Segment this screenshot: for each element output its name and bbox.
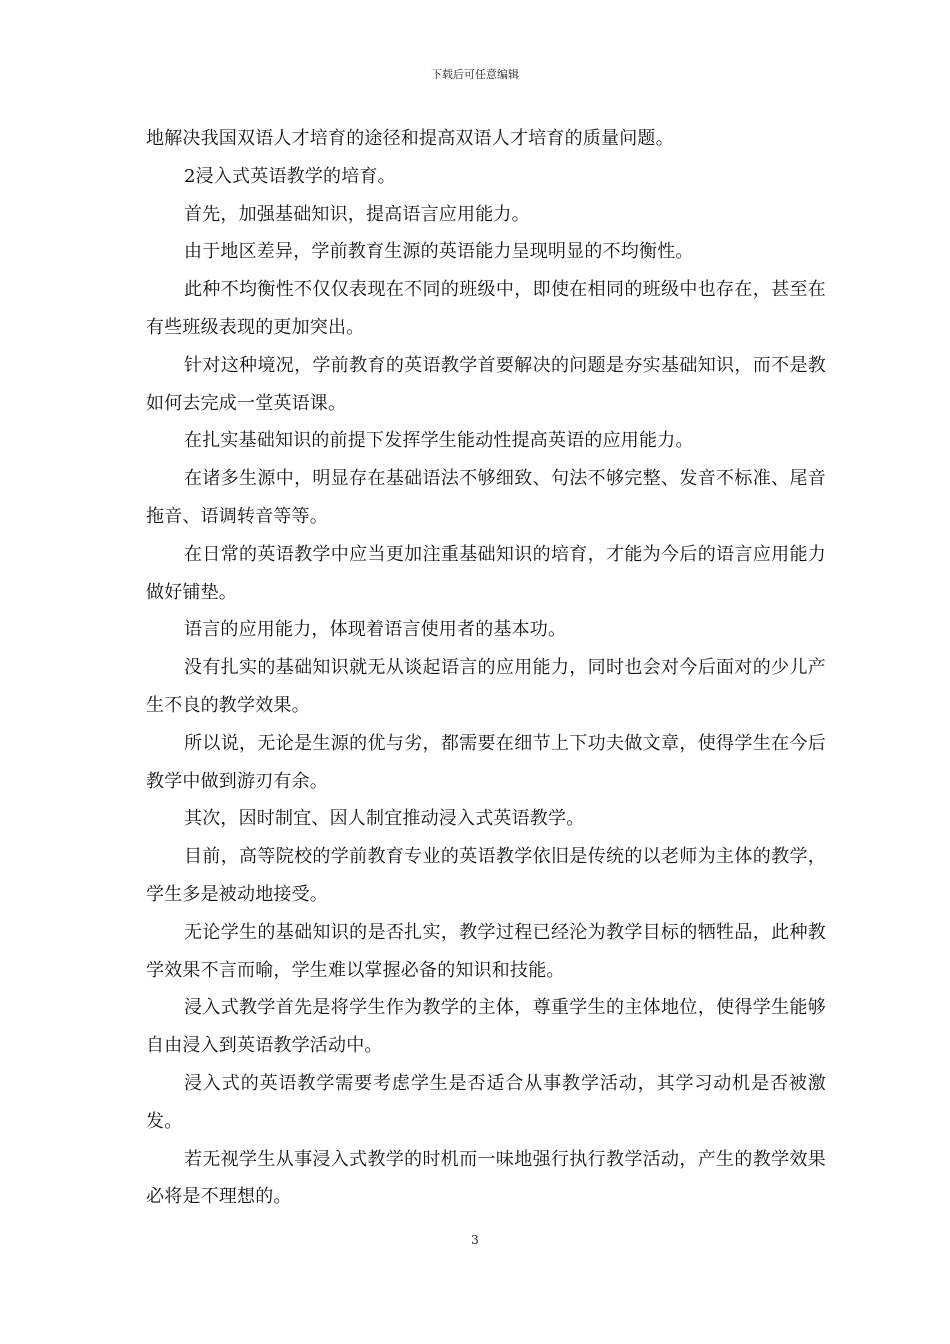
paragraph: 若无视学生从事浸入式教学的时机而一味地强行执行教学活动，产生的教学效果必将是不理想的。 [146, 1148, 826, 1208]
paragraph: 没有扎实的基础知识就无从谈起语言的应用能力，同时也会对今后面对的少儿产生不良的教学效果。 [146, 657, 826, 716]
paragraph: 语言的应用能力，体现着语言使用者的基本功。 [184, 619, 567, 641]
page-header: 下载后可任意编辑 [431, 68, 519, 81]
paragraph: 其次，因时制宜、因人制宜推动浸入式英语教学。 [184, 808, 585, 830]
page-number: 3 [471, 1233, 479, 1247]
paragraph: 无论学生的基础知识的是否扎实，教学过程已经沦为教学目标的牺牲品，此种教学效果不言而喻，学生难以掌握必备的知识和技能。 [146, 921, 826, 981]
section-heading: 2浸入式英语教学的培育。 [184, 165, 396, 187]
paragraph: 浸入式教学首先是将学生作为教学的主体，尊重学生的主体地位，使得学生能够自由浸入到英语教学活动中。 [146, 997, 826, 1057]
paragraph: 由于地区差异，学前教育生源的英语能力呈现明显的不均衡性。 [184, 241, 694, 263]
document-body [146, 120, 826, 1216]
paragraph: 浸入式的英语教学需要考虑学生是否适合从事教学活动，其学习动机是否被激发。 [146, 1072, 826, 1132]
paragraph: 首先，加强基础知识，提高语言应用能力。 [184, 203, 530, 225]
paragraph: 针对这种境况，学前教育的英语教学首要解决的问题是夯实基础知识，而不是教如何去完成一堂英语课。 [146, 354, 826, 414]
paragraph: 地解决我国双语人才培育的途径和提高双语人才培育的质量问题。 [146, 128, 674, 149]
paragraph: 在诸多生源中，明显存在基础语法不够细致、句法不够完整、发音不标准、尾音拖音、语调转音等等。 [146, 468, 826, 527]
paragraph: 在扎实基础知识的前提下发挥学生能动性提高英语的应用能力。 [184, 430, 694, 452]
paragraph: 所以说，无论是生源的优与劣，都需要在细节上下功夫做文章，使得学生在今后教学中做到游刃有余。 [146, 732, 826, 792]
paragraph: 此种不均衡性不仅仅表现在不同的班级中，即使在相同的班级中也存在，甚至在有些班级表现的更加突出。 [146, 279, 826, 338]
paragraph: 在日常的英语教学中应当更加注重基础知识的培育，才能为今后的语言应用能力做好铺垫。 [146, 543, 826, 603]
paragraph: 目前，高等院校的学前教育专业的英语教学依旧是传统的以老师为主体的教学，学生多是被动地接受。 [146, 846, 826, 905]
